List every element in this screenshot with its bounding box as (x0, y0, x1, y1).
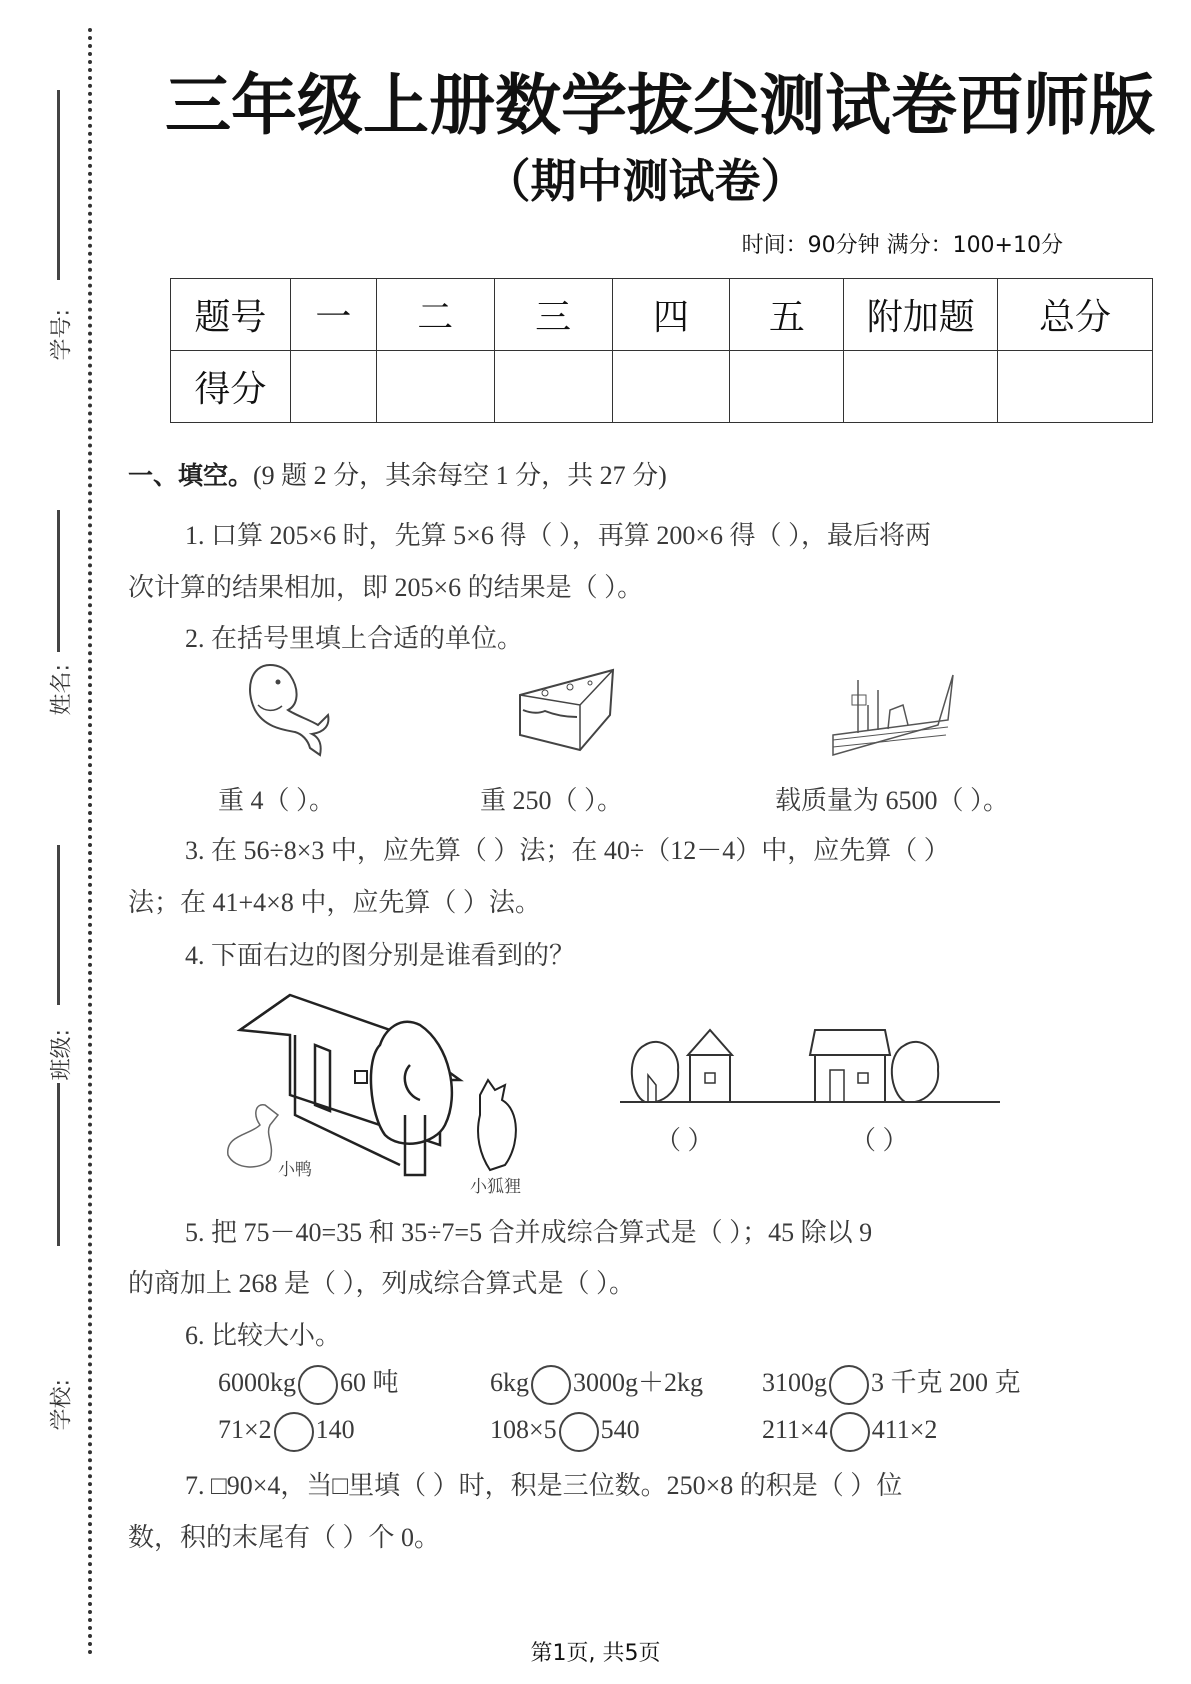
score-table (170, 278, 1153, 423)
q5-line2: 的商加上 268 是（ ），列成综合算式是（ ）。 (128, 1269, 636, 1298)
q6-compare-1 (218, 1362, 399, 1405)
score-table-score-row (171, 351, 1153, 423)
page-number: 第1页, 共5页 (530, 1641, 661, 1666)
score-cell[interactable] (376, 351, 494, 423)
compare-circle-blank[interactable] (274, 1412, 314, 1452)
q6-prompt: 6. 比较大小。 (185, 1321, 342, 1350)
student-id-label: 学号: (49, 309, 75, 361)
compare-circle-blank[interactable] (531, 1365, 571, 1405)
header-cell: 附加题 (844, 279, 998, 351)
header-cell: 总分 (998, 279, 1153, 351)
compare-left: 6000kg (218, 1368, 296, 1397)
page-title: 三年级上册数学拔尖测试卷西师版 (165, 67, 1155, 144)
compare-circle-blank[interactable] (298, 1365, 338, 1405)
compare-left: 108×5 (490, 1414, 557, 1444)
score-cell[interactable] (730, 351, 844, 423)
q1-line1: 1. 口算 205×6 时，先算 5×6 得（ ），再算 200×6 得（ ），最后将两 (185, 521, 931, 550)
compare-circle-blank[interactable] (830, 1412, 870, 1452)
q3-line2: 法；在 41+4×8 中，应先算（ ）法。 (128, 888, 541, 917)
compare-left: 211×4 (762, 1414, 828, 1444)
class-blank[interactable] (57, 845, 60, 1005)
q7-line2: 数，积的末尾有（ ）个 0。 (128, 1523, 441, 1552)
q6-compare-2 (490, 1362, 703, 1405)
q2-item-cake: 重 250（ ）。 (480, 786, 624, 815)
score-cell[interactable] (612, 351, 730, 423)
exam-meta: 时间：90分钟 满分：100+10分 (741, 233, 1063, 258)
school-blank[interactable] (57, 1083, 60, 1246)
score-row-label: 得分 (171, 351, 291, 423)
warship-image (828, 665, 958, 760)
q5-line1: 5. 把 75－40=35 和 35÷7=5 合并成综合算式是（ ）；45 除以 9 (185, 1218, 873, 1247)
header-cell: 二 (376, 279, 494, 351)
q3-line1: 3. 在 56÷8×3 中，应先算（ ）法；在 40÷（12－4）中，应先算（ ） (185, 836, 950, 865)
section-1-title: 一、填空。 (128, 461, 254, 490)
cake-image (515, 665, 620, 755)
school-label: 学校: (49, 1379, 75, 1431)
section-1-note: (9 题 2 分，其余每空 1 分，共 27 分) (253, 461, 667, 490)
q7-line1: 7. □90×4，当□里填（ ）时，积是三位数。250×8 的积是（ ）位 (185, 1471, 903, 1500)
q6-compare-3 (762, 1362, 1021, 1405)
fox-label: 小狐狸 (470, 1177, 521, 1196)
compare-left: 71×2 (218, 1414, 272, 1444)
q2-item-dolphin: 重 4（ ）。 (218, 786, 336, 815)
q6-compare-6 (762, 1412, 937, 1452)
compare-right: 540 (600, 1414, 640, 1444)
header-cell: 三 (494, 279, 612, 351)
q2-item-warship: 载质量为 6500（ ）。 (775, 786, 1010, 815)
compare-right: 60 吨 (340, 1368, 399, 1397)
q6-compare-5 (490, 1412, 640, 1452)
q2-prompt: 2. 在括号里填上合适的单位。 (185, 624, 524, 653)
name-blank[interactable] (57, 510, 60, 652)
page-subtitle: （期中测试卷） (484, 154, 807, 208)
header-cell: 五 (730, 279, 844, 351)
class-label: 班级: (49, 1029, 75, 1081)
score-cell[interactable] (998, 351, 1153, 423)
compare-right: 411×2 (871, 1414, 938, 1444)
score-table-header-row (171, 279, 1153, 351)
score-cell[interactable] (290, 351, 376, 423)
q1-line2: 次计算的结果相加，即 205×6 的结果是（ ）。 (128, 573, 644, 602)
score-cell[interactable] (494, 351, 612, 423)
dolphin-image (240, 660, 350, 760)
q4-prompt: 4. 下面右边的图分别是谁看到的？ (185, 941, 576, 970)
header-cell: 题号 (171, 279, 291, 351)
q4-answer-b[interactable]: （ ） (850, 1126, 909, 1155)
duck-label: 小鸭 (278, 1160, 312, 1179)
view-scenes-image (620, 1015, 1000, 1110)
compare-right: 3 千克 200 克 (871, 1368, 1021, 1397)
q6-compare-4 (218, 1412, 355, 1452)
header-cell: 一 (290, 279, 376, 351)
header-cell: 四 (612, 279, 730, 351)
name-label: 姓名: (49, 664, 75, 716)
compare-left: 6kg (490, 1368, 529, 1397)
binding-dashed-line (88, 28, 92, 1656)
compare-right: 3000g＋2kg (573, 1368, 704, 1397)
score-cell[interactable] (844, 351, 998, 423)
compare-circle-blank[interactable] (829, 1365, 869, 1405)
section-1-heading (128, 455, 667, 492)
scene-house-tree-image (220, 985, 550, 1185)
compare-right: 140 (315, 1414, 355, 1444)
q4-answer-a[interactable]: （ ） (655, 1126, 714, 1155)
compare-left: 3100g (762, 1368, 827, 1397)
compare-circle-blank[interactable] (559, 1412, 599, 1452)
